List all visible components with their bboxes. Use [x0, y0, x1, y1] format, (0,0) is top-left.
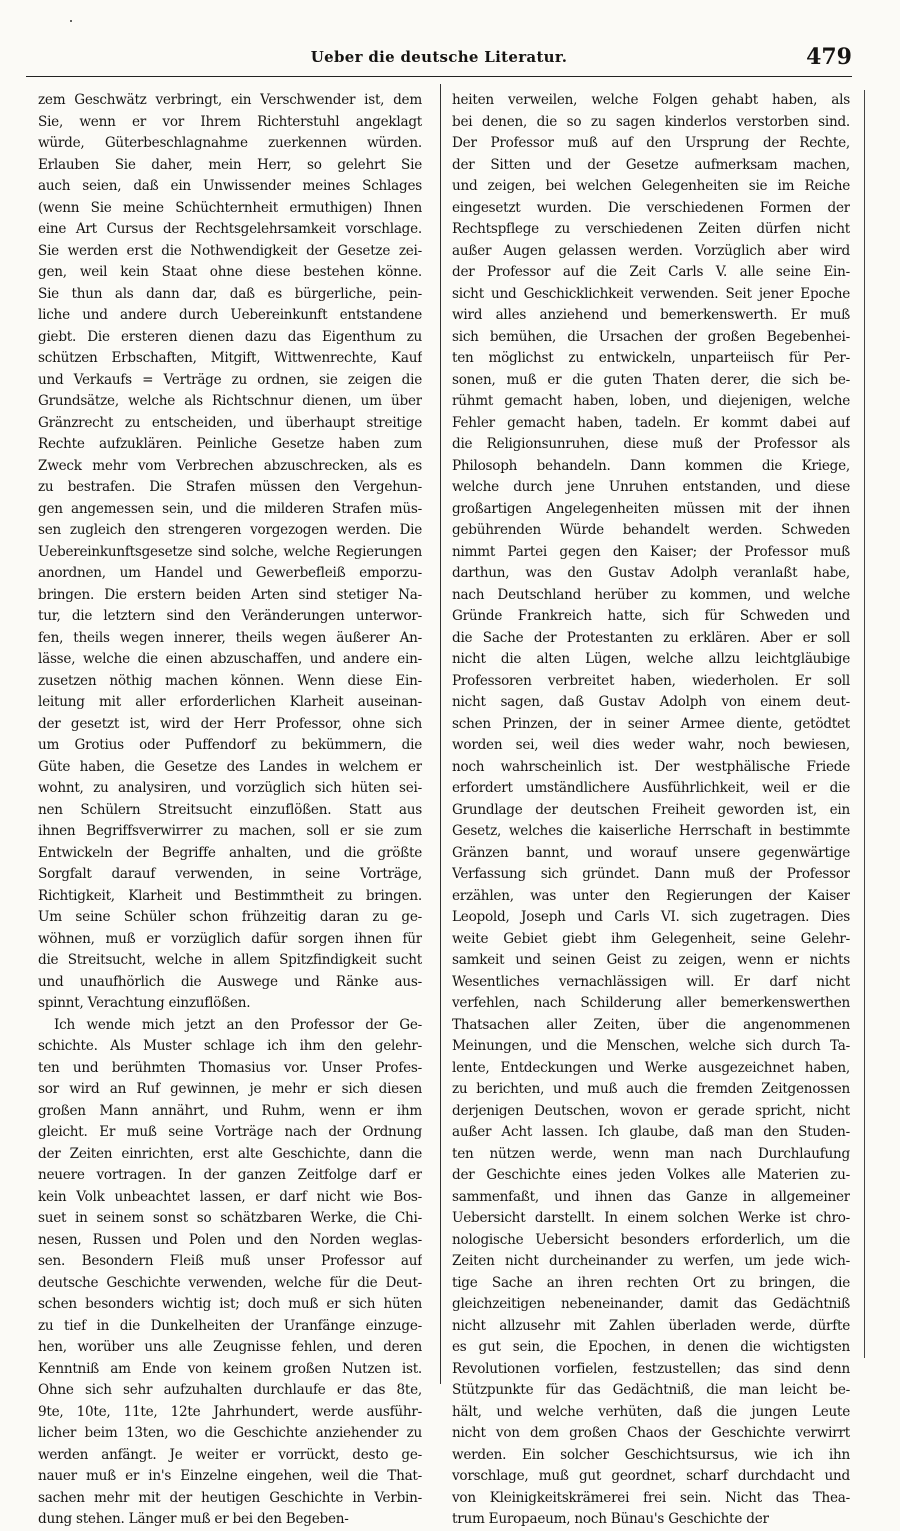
- text-line: Meinungen, und die Menschen, welche sich durch Ta-: [452, 1038, 850, 1054]
- text-line: anordnen, um Handel und Gewerbefleiß emporzu-: [38, 565, 422, 581]
- text-line: Um seine Schüler schon frühzeitig daran zu ge-: [38, 909, 422, 925]
- text-line: gleichzeitigen nebeneinander, damit das Gedächtniß: [452, 1296, 850, 1312]
- text-line: vorschlage, muß gut geordnet, scharf durchdacht und: [452, 1468, 850, 1484]
- text-line: lente, Entdeckungen und Werke ausgezeichnet haben,: [452, 1059, 850, 1076]
- text-line: ten möglichst zu entwickeln, unparteiisch für Per-: [452, 350, 850, 366]
- text-line: der Zeiten einrichten, erst alte Geschichte, dann die: [38, 1145, 422, 1162]
- text-line: um Grotius oder Puffendorf zu bekümmern, die: [38, 737, 422, 753]
- right-text-column: [452, 90, 850, 1531]
- text-line: 9te, 10te, 11te, 12te Jahrhundert, werde ausführ-: [38, 1403, 422, 1420]
- text-line: Sie thun als dann dar, daß es bürgerliche, pein-: [38, 285, 422, 302]
- text-line: samkeit und seinen Geist zu zeigen, wenn er nichts: [452, 952, 850, 968]
- text-line: Zweck mehr vom Verbrechen abzuschrecken, als es: [38, 457, 422, 474]
- text-line: Gründe Frankreich hatte, sich für Schweden und: [452, 608, 850, 624]
- text-line: bei denen, die so zu sagen kinderlos verstorben sind.: [452, 113, 850, 130]
- text-line: nologische Uebersicht besonders erforderlich, um die: [452, 1231, 850, 1248]
- text-line: leitung mit aller erforderlichen Klarheit auseinan-: [38, 694, 422, 710]
- text-line: nesen, Russen und Polen und den Norden weglas-: [38, 1231, 422, 1248]
- text-line: ten und berühmten Thomasius vor. Unser Profes-: [38, 1059, 422, 1076]
- text-line: gleicht. Er muß seine Vorträge nach der Ordnung: [38, 1124, 422, 1140]
- text-line: erfordert umständlichere Ausführlichkeit, weil er die: [452, 780, 850, 796]
- text-line: nauer muß er in's Einzelne eingehen, weil die That-: [38, 1468, 422, 1484]
- text-line: außer Acht lassen. Ich glaube, daß man den Studen-: [452, 1124, 850, 1140]
- text-line: und unaufhörlich die Auswege und Ränke aus-: [38, 973, 422, 990]
- text-line: die Religionsunruhen, diese muß der Professor als: [452, 436, 850, 452]
- text-line: Stützpunkte für das Gedächtniß, die man leicht be-: [452, 1382, 850, 1398]
- text-line: zu berichten, und muß auch die fremden Zeitgenossen: [452, 1081, 850, 1097]
- text-line: sonen, muß er die guten Thaten derer, die sich be-: [452, 371, 850, 388]
- text-line: Ich wende mich jetzt an den Professor der Ge-: [54, 1016, 422, 1033]
- text-line: ihnen Begriffsverwirrer zu machen, soll er sie zum: [38, 823, 422, 839]
- text-line: sachen mehr mit der heutigen Geschichte in Verbin-: [38, 1489, 422, 1506]
- text-line: licher beim 13ten, wo die Geschichte anziehender zu: [38, 1425, 422, 1441]
- text-line: Fehler gemacht haben, tadeln. Er kommt dabei auf: [452, 414, 850, 431]
- text-line: sich bemühen, die Ursachen der großen Begebenhei-: [452, 328, 850, 345]
- text-line: darthun, was den Gustav Adolph veranlaßt habe,: [452, 565, 850, 581]
- text-line: verfehlen, nach Schilderung aller bemerkenswerthen: [452, 995, 850, 1011]
- text-line: werden. Ein solcher Geschichtsursus, wie ich ihn: [452, 1446, 850, 1463]
- text-line: zu tief in die Dunkelheiten der Uranfänge einzuge-: [38, 1317, 422, 1334]
- text-line: giebt. Die ersteren dienen dazu das Eigenthum zu: [38, 328, 422, 345]
- text-line: derjenigen Deutschen, wovon er gerade spricht, nicht: [452, 1102, 850, 1119]
- text-line: dung stehen. Länger muß er bei den Begeben-: [38, 1511, 349, 1527]
- text-line: noch wahrscheinlich ist. Der westphälische Friede: [452, 758, 850, 775]
- text-line: tur, die letztern sind den Veränderungen unterwor-: [38, 608, 422, 624]
- text-line: der gesetzt ist, wird der Herr Professor, ohne sich: [38, 715, 422, 732]
- text-line: nach Deutschland herüber zu kommen, und welche: [452, 586, 850, 603]
- left-text-column: [38, 90, 422, 1531]
- text-line: nen Schülern Streitsucht einzuflößen. Statt aus: [38, 801, 422, 818]
- text-line: würde, Güterbeschlagnahme zuerkennen würden.: [38, 135, 422, 151]
- text-line: sicht und Geschicklichkeit verwenden. Seit jener Epoche: [452, 285, 850, 302]
- text-line: bringen. Die erstern beiden Arten sind stetiger Na-: [38, 586, 422, 603]
- column-divider: [440, 84, 441, 1384]
- right-margin-rule: [864, 90, 865, 1358]
- text-line: zu bestrafen. Die Strafen müssen den Vergehun-: [38, 479, 422, 495]
- text-line: Grundlage der deutschen Freiheit geworden ist, ein: [452, 801, 850, 818]
- text-line: Richtigkeit, Klarheit und Bestimmtheit zu bringen.: [38, 887, 422, 904]
- page-number: 479: [806, 44, 852, 70]
- text-line: der Sitten und der Gesetze aufmerksam machen,: [452, 156, 850, 173]
- text-line: Sie werden erst die Nothwendigkeit der Gesetze zei-: [38, 242, 422, 259]
- text-line: lässe, welche die einen abzuschaffen, und andere ein-: [38, 651, 422, 667]
- text-line: gen angemessen sein, und die milderen Strafen müs-: [38, 500, 422, 517]
- text-line: schen Prinzen, der in seiner Armee diente, getödtet: [452, 715, 850, 732]
- text-line: Rechte aufzuklären. Peinliche Gesetze haben zum: [38, 436, 422, 452]
- text-line: schichte. Als Muster schlage ich ihm den gelehr-: [38, 1038, 422, 1054]
- text-line: Uebersicht darstellt. In einem solchen Werke ist chro-: [452, 1210, 850, 1226]
- text-line: Der Professor muß auf den Ursprung der Rechte,: [452, 135, 850, 151]
- text-line: Sorgfalt darauf verwenden, in seine Vorträge,: [38, 866, 422, 882]
- text-line: es gut sein, die Epochen, in denen die wichtigsten: [452, 1339, 850, 1355]
- text-line: hen, worüber uns alle Zeugnisse fehlen, und deren: [38, 1339, 422, 1355]
- text-line: heiten verweilen, welche Folgen gehabt haben, als: [452, 92, 850, 108]
- text-line: nicht die alten Lügen, welche allzu leichtgläubige: [452, 651, 850, 667]
- text-line: der Geschichte eines jeden Volkes alle Materien zu-: [452, 1167, 850, 1183]
- text-line: spinnt, Verachtung einzuflößen.: [38, 995, 251, 1011]
- text-line: Gränzen bannt, und worauf unsere gegenwärtige: [452, 844, 850, 861]
- text-line: nicht von dem großen Chaos der Geschichte verwirrt: [452, 1425, 850, 1441]
- text-line: Uebereinkunftsgesetze sind solche, welche Regierungen: [38, 543, 422, 560]
- text-line: sen. Besondern Fleiß muß unser Professor auf: [38, 1253, 422, 1269]
- text-line: kein Volk unbeachtet lassen, er darf nicht wie Bos-: [38, 1188, 422, 1205]
- text-line: liche und andere durch Uebereinkunft entstandene: [38, 307, 422, 323]
- text-line: werden anfängt. Je weiter er vorrückt, desto ge-: [38, 1446, 422, 1463]
- speck: [70, 20, 72, 22]
- text-line: schen besonders wichtig ist; doch muß er sich hüten: [38, 1296, 422, 1312]
- text-line: wöhnen, muß er vorzüglich dafür sorgen ihnen für: [38, 930, 422, 947]
- text-line: schützen Erbschaften, Mitgift, Wittwenrechte, Kauf: [38, 350, 422, 366]
- text-line: großen Mann annährt, und Ruhm, wenn er ihm: [38, 1102, 422, 1119]
- text-line: erzählen, was unter den Regierungen der Kaiser: [452, 887, 850, 904]
- text-line: Sie, wenn er vor Ihrem Richterstuhl angeklagt: [38, 113, 422, 130]
- text-line: neuere vortragen. In der ganzen Zeitfolge darf er: [38, 1167, 422, 1183]
- text-line: Güte haben, die Gesetze des Landes in welchem er: [38, 758, 422, 775]
- text-line: deutsche Geschichte verwenden, welche für die Deut-: [38, 1274, 422, 1291]
- text-line: worden sei, weil dies weder wahr, noch bewiesen,: [452, 737, 850, 753]
- text-line: sor wird an Ruf gewinnen, je mehr er sich diesen: [38, 1081, 422, 1097]
- text-line: Leopold, Joseph und Carls VI. sich zugetragen. Dies: [452, 909, 850, 925]
- text-line: (wenn Sie meine Schüchternheit ermuthigen) Ihnen: [38, 199, 422, 216]
- header-rule: [26, 76, 852, 77]
- text-line: gen, weil kein Staat ohne diese bestehen könne.: [38, 264, 422, 280]
- text-line: die Streitsucht, welche in allem Spitzfindigkeit sucht: [38, 952, 422, 968]
- text-line: und Verkaufs = Verträge zu ordnen, sie zeigen die: [38, 371, 422, 388]
- text-line: und zeigen, bei welchen Gelegenheiten sie im Reiche: [452, 178, 850, 194]
- text-line: weite Gebiet giebt ihm Gelegenheit, seine Gelehr-: [452, 930, 850, 947]
- text-line: der Professor auf die Zeit Carls V. alle seine Ein-: [452, 264, 850, 280]
- text-line: Gesetz, welches die kaiserliche Herrschaft in bestimmte: [452, 823, 850, 839]
- text-line: zem Geschwätz verbringt, ein Verschwender ist, dem: [38, 92, 422, 108]
- text-line: nimmt Partei gegen den Kaiser; der Professor muß: [452, 543, 850, 560]
- text-line: wohnt, zu analysiren, und vorzüglich sich hüten sei-: [38, 780, 422, 796]
- text-line: Kenntniß am Ende von keinem großen Nutzen ist.: [38, 1360, 422, 1377]
- text-line: Ohne sich sehr aufzuhalten durchlaufe er das 8te,: [38, 1382, 422, 1398]
- text-line: Thatsachen aller Zeiten, über die angenommenen: [452, 1016, 850, 1033]
- text-line: großartigen Angelegenheiten müssen mit der ihnen: [452, 500, 850, 517]
- text-line: Grundsätze, welche als Richtschnur dienen, um über: [38, 393, 422, 409]
- text-line: die Sache der Protestanten zu erklären. Aber er soll: [452, 629, 850, 646]
- text-line: Professoren verbreitet haben, wiederholen. Er soll: [452, 672, 850, 689]
- text-line: Wesentliches vernachlässigen will. Er darf nicht: [452, 973, 850, 990]
- text-line: Gränzrecht zu entscheiden, und überhaupt streitige: [38, 414, 422, 431]
- text-line: trum Europaeum, noch Bünau's Geschichte der: [452, 1511, 769, 1527]
- text-line: wird alles anziehend und bemerkenswerth. Er muß: [452, 307, 850, 323]
- text-line: fen, theils wegen innerer, theils wegen äußerer An-: [38, 629, 422, 646]
- text-line: nicht allzusehr mit Zahlen überladen werde, dürfte: [452, 1317, 850, 1334]
- text-line: ten nützen werde, wenn man nach Durchlaufung: [452, 1145, 850, 1162]
- text-line: von Kleinigkeitskrämerei frei sein. Nicht das Thea-: [452, 1489, 850, 1506]
- text-line: Erlauben Sie daher, mein Herr, so gelehrt Sie: [38, 156, 422, 173]
- text-line: außer Augen gelassen werden. Vorzüglich aber wird: [452, 242, 850, 259]
- page-header: [26, 46, 852, 76]
- text-line: tige Sache an ihren rechten Ort zu bringen, die: [452, 1274, 850, 1291]
- text-line: suet in seinem sonst so schätzbaren Werke, die Chi-: [38, 1210, 422, 1226]
- text-line: gebührenden Würde behandelt werden. Schweden: [452, 522, 850, 538]
- text-line: zusetzen nöthig machen können. Wenn diese Ein-: [38, 672, 422, 689]
- text-line: Revolutionen vorfielen, festzustellen; das sind denn: [452, 1360, 850, 1377]
- text-line: Entwickeln der Begriffe anhalten, und die größte: [38, 844, 422, 861]
- text-line: Rechtspflege zu verschiedenen Zeiten dürfen nicht: [452, 221, 850, 237]
- text-line: rühmt gemacht haben, loben, und diejenigen, welche: [452, 393, 850, 409]
- text-line: nicht sagen, daß Gustav Adolph von einem deut-: [452, 694, 850, 710]
- text-line: sen zugleich den strengeren vorgezogen werden. Die: [38, 522, 422, 538]
- text-line: hält, und welche verhüten, daß die jungen Leute: [452, 1403, 850, 1420]
- text-line: sammenfaßt, und ihnen das Ganze in allgemeiner: [452, 1188, 850, 1205]
- running-title: Ueber die deutsche Literatur.: [310, 48, 568, 66]
- text-line: welche durch jene Unruhen entstanden, und diese: [452, 479, 850, 495]
- text-line: Philosoph behandeln. Dann kommen die Kriege,: [452, 457, 850, 474]
- text-line: eine Art Cursus der Rechtsgelehrsamkeit vorschlage.: [38, 221, 422, 237]
- text-line: eingesetzt wurden. Die verschiedenen Formen der: [452, 199, 850, 216]
- text-line: Zeiten nicht durcheinander zu werfen, um jede wich-: [452, 1253, 850, 1269]
- text-line: Verfassung sich gründet. Dann muß der Professor: [452, 866, 850, 882]
- text-line: auch seien, daß ein Unwissender meines Schlages: [38, 178, 422, 194]
